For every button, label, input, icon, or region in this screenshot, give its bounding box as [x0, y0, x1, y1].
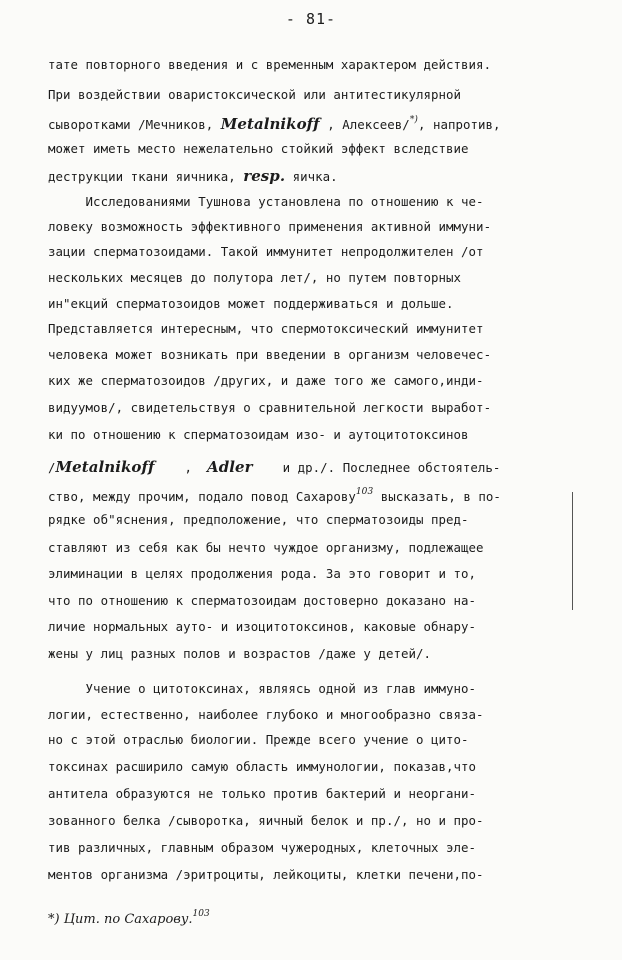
text-line: [48, 167, 338, 185]
line-text: тив различных, главным образом чужеродных, клеточных эле-: [48, 840, 477, 855]
line-text: логии, естественно, наиболее глубоко и многообразно связа-: [48, 707, 484, 722]
text-line: [48, 681, 476, 696]
line-text: элиминации в целях продолжения рода. За это говорит и то,: [48, 566, 477, 581]
text-line: [48, 427, 469, 442]
line-text: ин"екций сперматозоидов может поддерживаться и дольше.: [48, 296, 454, 311]
handwritten-insertion: resp.: [243, 167, 286, 185]
line-text: Учение о цитотоксинах, являясь одной из глав иммуно-: [48, 681, 477, 696]
line-text: что по отношению к сперматозоидам достоверно доказано на-: [48, 593, 477, 608]
page-number: - 81-: [285, 10, 337, 28]
line-text: видуумов/, свидетельствуя о сравнительной легкости выработ-: [48, 400, 492, 415]
line-text: может иметь место нежелательно стойкий эффект вследствие: [48, 141, 469, 156]
line-text: зации сперматозоидами. Такой иммунитет непродолжителен /от: [48, 244, 484, 259]
handwritten-insertion: Adler: [207, 458, 253, 476]
line-text: антитела образуются не только против бактерий и неоргани-: [48, 786, 477, 801]
text-line: [48, 141, 469, 156]
text-line: [48, 347, 491, 362]
text-line: [48, 566, 476, 581]
line-text: высказать, в по-: [373, 489, 501, 504]
line-text: ставляют из себя как бы нечто чуждое организму, подлежащее: [48, 540, 484, 555]
line-text: деструкции ткани яичника,: [48, 169, 244, 184]
line-text: сыворотками /Мечников,: [48, 117, 221, 132]
line-text: Представляется интересным, что спермотоксический иммунитет: [48, 321, 484, 336]
line-text: , напротив,: [417, 117, 501, 132]
text-line: [48, 194, 484, 209]
text-line: [48, 732, 469, 747]
line-text: ство, между прочим, подало повод Сахарову: [48, 489, 356, 504]
text-line: [48, 115, 501, 133]
line-text: зованного белка /сыворотка, яичный белок и пр./, но и про-: [48, 813, 484, 828]
text-line: [48, 707, 484, 722]
text-line: [48, 867, 484, 882]
line-text: ких же сперматозоидов /других, и даже того же самого,инди-: [48, 373, 484, 388]
text-line: [48, 57, 491, 72]
footnote-text: Цит. по Сахарову.: [59, 912, 193, 927]
text-line: [48, 458, 500, 476]
text-line: [48, 487, 501, 504]
text-line: [48, 400, 491, 415]
text-line: [48, 840, 476, 855]
line-text: ловеку возможность эффективного применения активной иммуни-: [48, 219, 492, 234]
text-line: [48, 540, 484, 555]
line-text: яичка.: [285, 169, 338, 184]
line-text: жены у лиц разных полов и возрастов /даже у детей/.: [48, 646, 431, 661]
text-line: [48, 321, 484, 336]
line-text: токсинах расширило самую область иммунологии, показав,что: [48, 759, 477, 774]
footnote-reference: 103: [192, 909, 210, 919]
text-line: [48, 219, 491, 234]
text-line: [48, 296, 454, 311]
line-text: Исследованиями Тушнова установлена по отношению к че-: [48, 194, 484, 209]
text-line: [48, 373, 484, 388]
text-line: [48, 512, 469, 527]
line-text: рядке об"яснения, предположение, что сперматозоиды пред-: [48, 512, 469, 527]
text-line: [48, 244, 484, 259]
line-text: ки по отношению к сперматозоидам изо- и аутоцитотоксинов: [48, 427, 469, 442]
line-text: нескольких месяцев до полутора лет/, но путем повторных: [48, 270, 462, 285]
text-line: [48, 813, 484, 828]
line-text: ,: [154, 460, 208, 475]
handwritten-insertion: Metalnikoff: [220, 115, 320, 133]
line-text: , Алексеев/: [319, 117, 410, 132]
text-line: [48, 646, 431, 661]
footnote-marker: *): [48, 912, 60, 927]
text-line: [48, 270, 461, 285]
text-line: [48, 759, 476, 774]
citation-reference: 103: [355, 487, 374, 497]
line-text: тате повторного введения и с временным характером действия.: [48, 57, 492, 72]
line-text: /: [48, 460, 56, 475]
footnote: [48, 909, 210, 927]
margin-line: [572, 492, 573, 610]
line-text: При воздействии оваристоксической или антитестикулярной: [48, 87, 462, 102]
text-line: [48, 87, 461, 102]
line-text: человека может возникать при введении в организм человечес-: [48, 347, 492, 362]
line-text: и др./. Последнее обстоятель-: [252, 460, 501, 475]
handwritten-insertion: Metalnikoff: [55, 458, 155, 476]
text-line: [48, 786, 476, 801]
footnote-reference: *): [409, 115, 418, 125]
line-text: ментов организма /эритроциты, лейкоциты, клетки печени,по-: [48, 867, 484, 882]
text-line: [48, 619, 476, 634]
line-text: но с этой отраслью биологии. Прежде всего учение о цито-: [48, 732, 469, 747]
text-line: [48, 593, 476, 608]
line-text: личие нормальных ауто- и изоцитотоксинов, каковые обнару-: [48, 619, 477, 634]
